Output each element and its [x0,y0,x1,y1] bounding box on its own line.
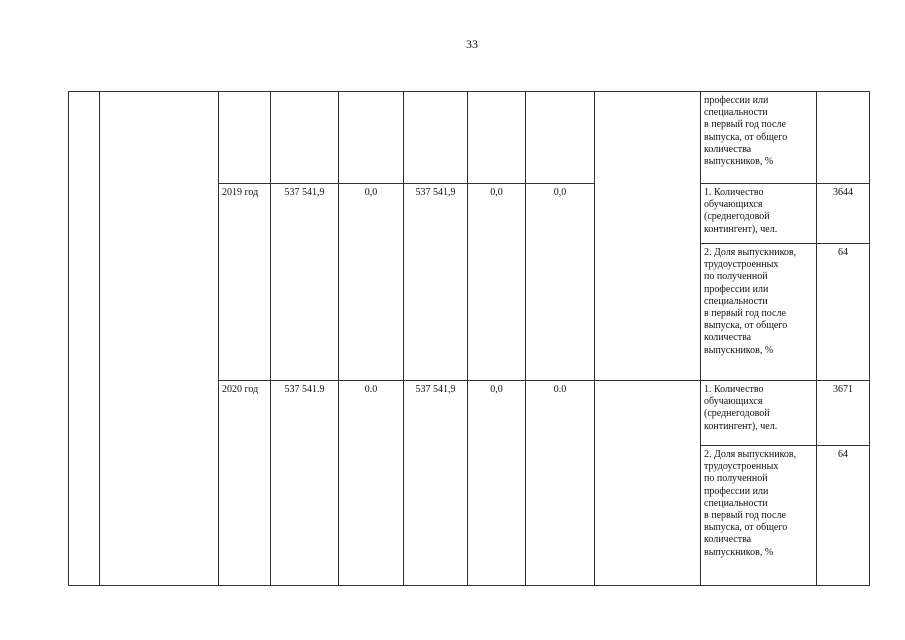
total-cell [271,92,339,184]
text-line: выпуска, от общего [704,320,788,332]
funding-c-cell [468,92,526,184]
indicator-value-cell: 64 [817,244,870,381]
year-cell: 2020 год [219,381,271,586]
text-line: специальности [704,497,768,509]
funding-a-cell: 0,0 [339,184,404,381]
program-indicators-table [68,91,870,586]
indicator-cell [701,244,817,381]
text-line: специальности [704,295,768,307]
funding-a-cell: 0.0 [339,381,404,586]
indicator-cell [701,381,817,446]
indicator-cell [701,446,817,586]
indicator-cell [701,92,817,184]
funding-a-cell [339,92,404,184]
text-line: 2. Доля выпускников, [704,449,797,460]
text-line: трудоустроенных [704,259,779,271]
text-line: в первый год после [704,119,786,131]
funding-d-cell: 0.0 [526,381,595,586]
event-name-cell [100,92,219,586]
text-line: выпускников, % [704,546,774,558]
indicator-cell [701,184,817,244]
text-line: по полученной [704,473,768,485]
text-line: (среднегодовой [704,211,770,223]
text-line: по полученной [704,271,768,283]
funding-d-cell: 0,0 [526,184,595,381]
text-line: в первый год после [704,509,786,521]
funding-d-cell [526,92,595,184]
funding-b-cell: 537 541,9 [404,184,468,381]
text-line: профессии или [704,485,769,497]
text-line: трудоустроенных [704,461,779,473]
table-row [69,92,870,184]
text-line: в первый год после [704,307,786,319]
executor-cell [595,92,701,381]
text-line: количества [704,534,752,546]
text-line: количества [704,143,752,155]
text-line: 1. Количество [704,384,764,395]
indicator-value-cell: 64 [817,446,870,586]
year-cell [219,92,271,184]
funding-c-cell: 0,0 [468,381,526,586]
text-line: обучающихся [704,396,763,408]
executor-cell [595,381,701,586]
number-cell [69,92,100,586]
text-line: выпуска, от общего [704,522,788,534]
text-line: выпускников, % [704,155,774,167]
text-line: профессии или [704,95,769,106]
text-line: контингент), чел. [704,420,778,432]
text-line: профессии или [704,283,769,295]
text-line: (среднегодовой [704,408,770,420]
indicator-value-cell [817,92,870,184]
text-line: выпускников, % [704,344,774,356]
text-line: обучающихся [704,199,763,211]
funding-c-cell: 0,0 [468,184,526,381]
indicator-value-cell: 3644 [817,184,870,244]
year-cell: 2019 год [219,184,271,381]
funding-b-cell: 537 541,9 [404,381,468,586]
funding-b-cell [404,92,468,184]
text-line: контингент), чел. [704,223,778,235]
total-cell: 537 541.9 [271,381,339,586]
text-line: 1. Количество [704,187,764,198]
indicator-value-cell: 3671 [817,381,870,446]
text-line: выпуска, от общего [704,131,788,143]
text-line: 2. Доля выпускников, [704,247,797,258]
text-line: специальности [704,107,768,119]
total-cell: 537 541,9 [271,184,339,381]
page-number: 33 [466,37,478,51]
text-line: количества [704,332,752,344]
